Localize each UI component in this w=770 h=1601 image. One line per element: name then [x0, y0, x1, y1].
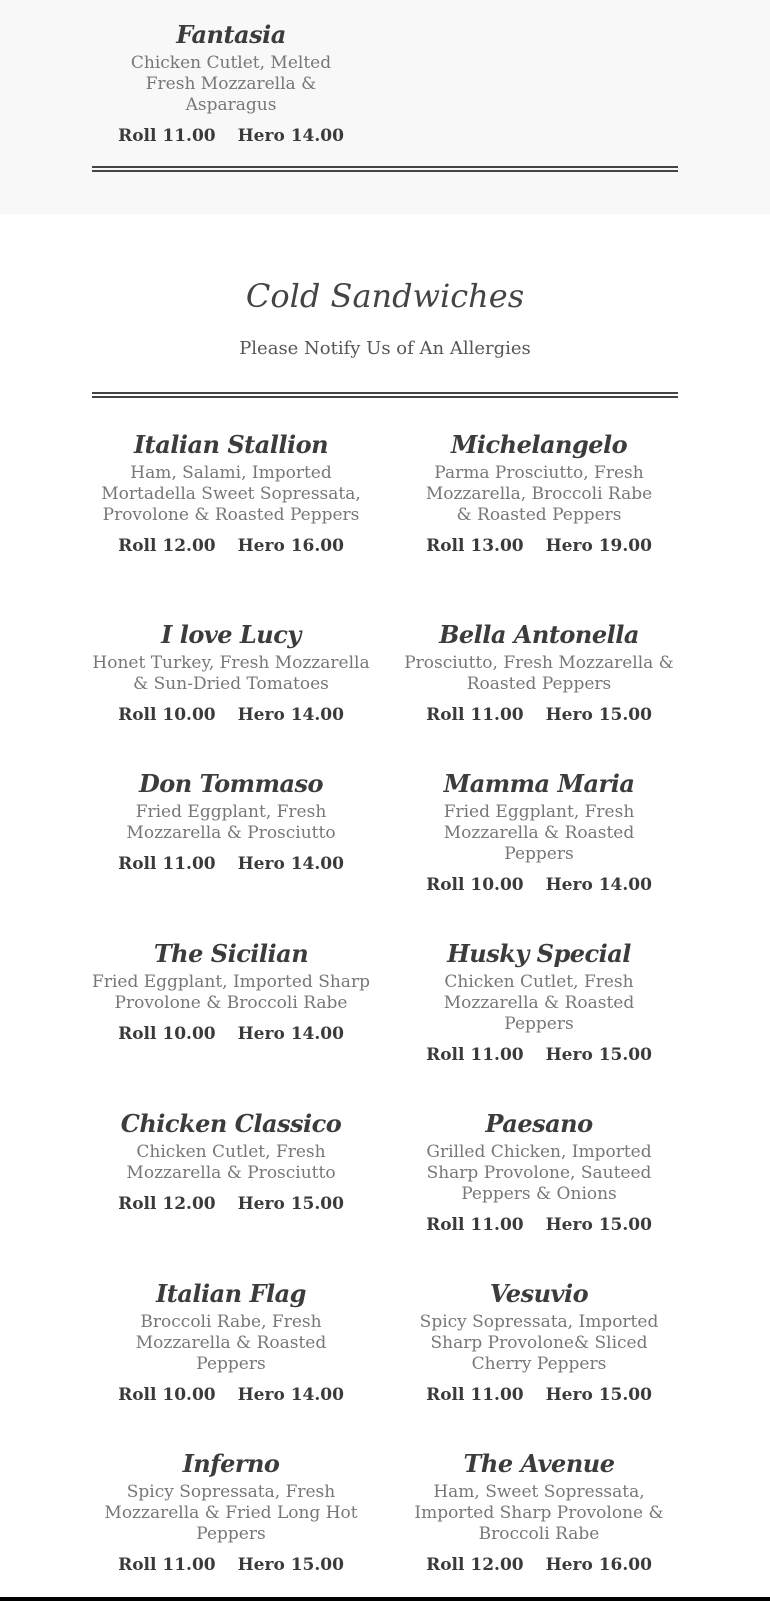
roll-price: Roll 11.00: [426, 1385, 524, 1405]
item-prices: [394, 875, 684, 895]
item-prices: [86, 854, 376, 874]
item-description: Spicy Sopressata, Fresh Mozzarella & Fried Long Hot Peppers: [104, 1482, 358, 1544]
menu-item: [86, 939, 376, 1044]
roll-price: Roll 10.00: [118, 1024, 216, 1044]
item-description: Chicken Cutlet, Melted Fresh Mozzarella & Asparagus: [130, 53, 332, 115]
item-description: Honet Turkey, Fresh Mozzarella & Sun-Dried Tomatoes: [92, 653, 370, 694]
section-divider: [92, 392, 678, 398]
item-description: Prosciutto, Fresh Mozzarella & Roasted Peppers: [404, 653, 674, 694]
hero-price: Hero 14.00: [237, 1024, 344, 1044]
menu-item: [394, 620, 684, 725]
roll-price: Roll 11.00: [426, 1215, 524, 1235]
hero-price: Hero 16.00: [237, 536, 344, 556]
item-description: Parma Prosciutto, Fresh Mozzarella, Broccoli Rabe & Roasted Peppers: [425, 463, 653, 525]
hero-price: Hero 14.00: [237, 126, 344, 146]
roll-price: Roll 11.00: [118, 126, 216, 146]
item-description: Ham, Sweet Sopressata, Imported Sharp Provolone & Broccoli Rabe: [414, 1482, 664, 1544]
roll-price: Roll 11.00: [426, 1045, 524, 1065]
hero-price: Hero 15.00: [545, 1215, 652, 1235]
roll-price: Roll 13.00: [426, 536, 524, 556]
roll-price: Roll 12.00: [118, 1194, 216, 1214]
item-prices: [394, 705, 684, 725]
item-name: Husky Special: [447, 939, 631, 968]
item-description: Chicken Cutlet, Fresh Mozzarella & Roasted Peppers: [443, 972, 635, 1034]
item-description: Fried Eggplant, Imported Sharp Provolone & Broccoli Rabe: [92, 972, 370, 1013]
item-prices: [86, 126, 376, 146]
menu-item: [394, 939, 684, 1065]
bottom-edge-bar: [0, 1597, 770, 1601]
menu-item: [86, 430, 376, 556]
item-name: The Sicilian: [153, 939, 309, 968]
item-description: Ham, Salami, Imported Mortadella Sweet Sopressata, Provolone & Roasted Peppers: [101, 463, 361, 525]
menu-item-fantasia: [86, 20, 376, 146]
item-description: Spicy Sopressata, Imported Sharp Provolone& Sliced Cherry Peppers: [419, 1312, 659, 1374]
item-name: Inferno: [182, 1449, 280, 1478]
hero-price: Hero 14.00: [237, 1385, 344, 1405]
hero-price: Hero 16.00: [545, 1555, 652, 1575]
hero-price: Hero 15.00: [545, 1045, 652, 1065]
menu-item: [86, 1279, 376, 1405]
hero-price: Hero 15.00: [545, 1385, 652, 1405]
roll-price: Roll 12.00: [426, 1555, 524, 1575]
roll-price: Roll 10.00: [426, 875, 524, 895]
hero-price: Hero 15.00: [545, 705, 652, 725]
item-prices: [86, 536, 376, 556]
roll-price: Roll 11.00: [118, 1555, 216, 1575]
item-description: Fried Eggplant, Fresh Mozzarella & Roasted Peppers: [443, 802, 635, 864]
item-description: Grilled Chicken, Imported Sharp Provolone, Sauteed Peppers & Onions: [426, 1142, 652, 1204]
item-name: Michelangelo: [450, 430, 628, 459]
roll-price: Roll 10.00: [118, 1385, 216, 1405]
hero-price: Hero 15.00: [237, 1555, 344, 1575]
menu-item: [86, 769, 376, 874]
roll-price: Roll 12.00: [118, 536, 216, 556]
hero-price: Hero 14.00: [237, 854, 344, 874]
menu-item: [394, 769, 684, 895]
hero-price: Hero 19.00: [545, 536, 652, 556]
hero-price: Hero 15.00: [237, 1194, 344, 1214]
hero-price: Hero 14.00: [237, 705, 344, 725]
menu-item: [394, 1449, 684, 1575]
item-name: Fantasia: [176, 20, 286, 49]
item-name: I love Lucy: [161, 620, 301, 649]
item-name: Bella Antonella: [439, 620, 639, 649]
menu-item: [86, 1109, 376, 1214]
item-prices: [394, 536, 684, 556]
item-description: Chicken Cutlet, Fresh Mozzarella & Prosciutto: [126, 1142, 336, 1183]
item-prices: [86, 705, 376, 725]
item-name: Chicken Classico: [120, 1109, 342, 1138]
item-name: Italian Stallion: [133, 430, 329, 459]
roll-price: Roll 10.00: [118, 705, 216, 725]
menu-item: [394, 1279, 684, 1405]
item-description: Broccoli Rabe, Fresh Mozzarella & Roasted Peppers: [135, 1312, 327, 1374]
item-name: Italian Flag: [156, 1279, 306, 1308]
item-prices: [86, 1385, 376, 1405]
item-prices: [86, 1024, 376, 1044]
item-prices: [394, 1555, 684, 1575]
section-divider: [92, 166, 678, 172]
item-name: Mamma Maria: [443, 769, 635, 798]
item-prices: [86, 1194, 376, 1214]
item-prices: [394, 1215, 684, 1235]
item-prices: [86, 1555, 376, 1575]
hero-price: Hero 14.00: [545, 875, 652, 895]
item-name: Don Tommaso: [138, 769, 324, 798]
allergy-notice: Please Notify Us of An Allergies: [239, 338, 531, 359]
roll-price: Roll 11.00: [426, 705, 524, 725]
item-name: Paesano: [485, 1109, 593, 1138]
item-name: The Avenue: [463, 1449, 615, 1478]
item-name: Vesuvio: [489, 1279, 589, 1308]
roll-price: Roll 11.00: [118, 854, 216, 874]
menu-item: [394, 430, 684, 556]
item-prices: [394, 1385, 684, 1405]
menu-item: [394, 1109, 684, 1235]
section-title: Cold Sandwiches: [245, 277, 525, 315]
menu-item: [86, 620, 376, 725]
item-description: Fried Eggplant, Fresh Mozzarella & Prosciutto: [126, 802, 336, 843]
item-prices: [394, 1045, 684, 1065]
menu-item: [86, 1449, 376, 1575]
